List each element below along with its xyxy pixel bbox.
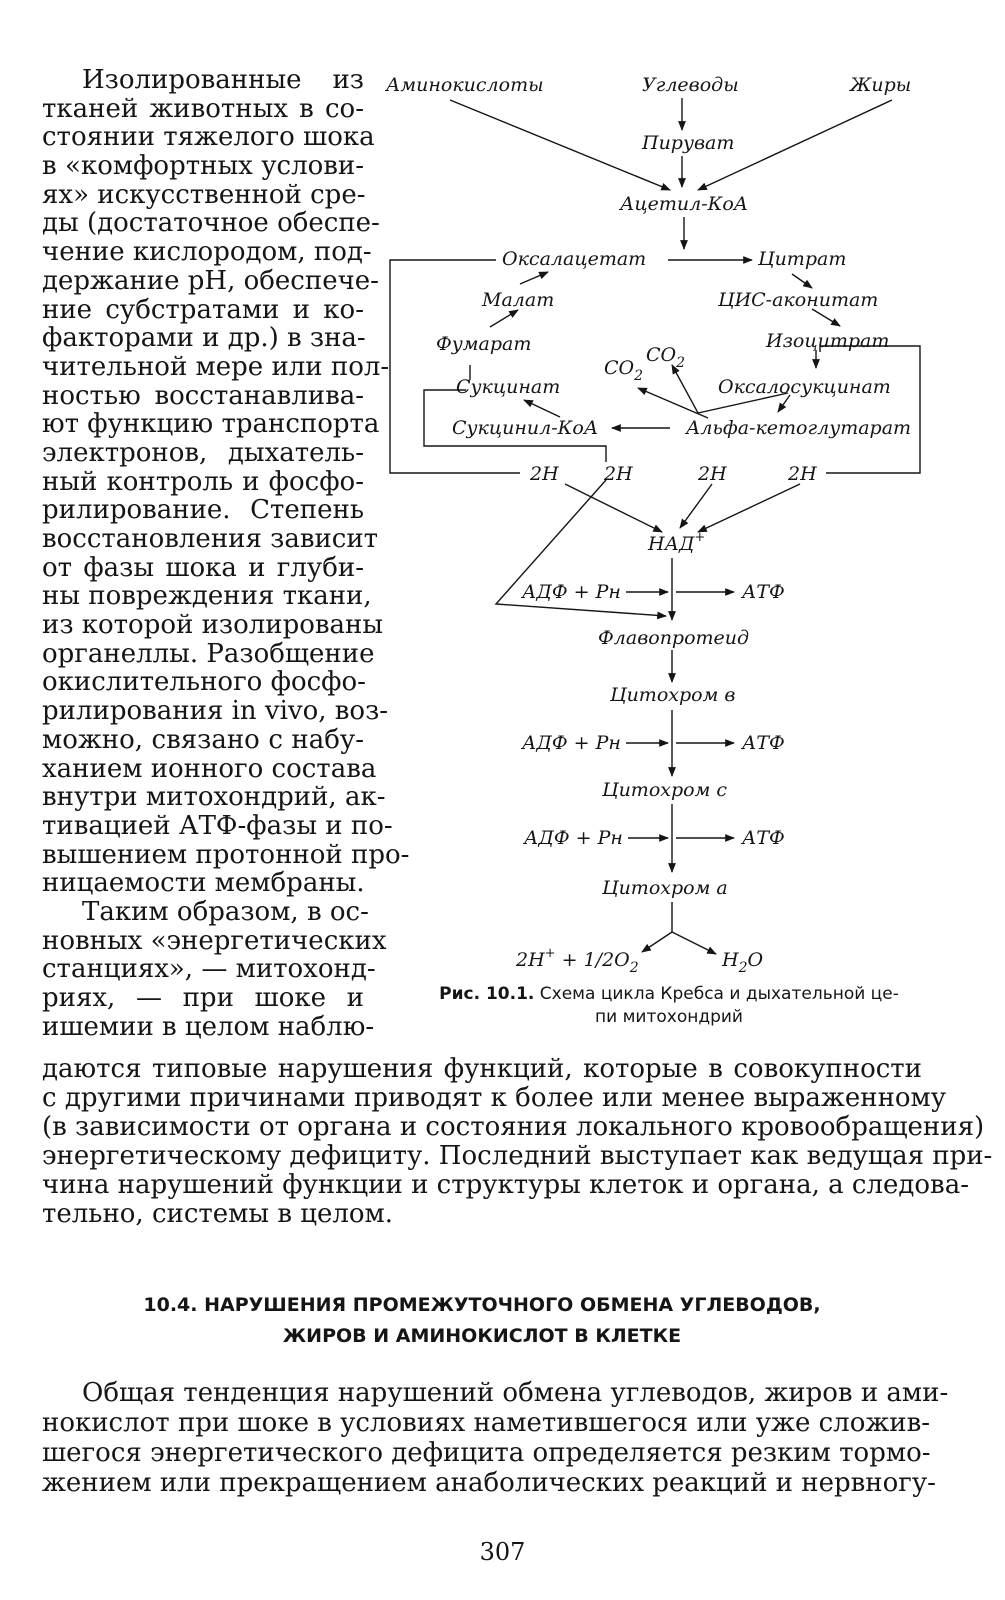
page-number: 307 — [479, 1538, 526, 1566]
caption-text: Схема цикла Кребса и дыхательной це- — [534, 984, 899, 1004]
text-line: жением или прекращением анаболических реакций и нервногу- — [42, 1468, 936, 1498]
hydrogen-label: 2H — [788, 463, 817, 485]
text-line: энергетическому дефициту. Последний выступает как ведущая при- — [42, 1141, 993, 1171]
section-heading — [42, 1290, 922, 1352]
text-line: тивацией АТФ-фазы и по- — [42, 810, 393, 841]
isocitrate-label: Изоцитрат — [766, 330, 890, 352]
text-line: ный контроль и фосфо- — [42, 466, 364, 497]
cis-aconitate-label: ЦИС-аконитат — [718, 289, 879, 311]
text-line: ностью восстанавлива- — [42, 380, 364, 411]
carbohydrates-label: Углеводы — [642, 74, 739, 96]
text-line: шегося энергетического дефицита определяется резким тормо- — [42, 1438, 931, 1468]
oxalosuccinate-label: Оксалосукцинат — [718, 376, 891, 398]
atp-label: АТФ — [742, 827, 785, 849]
caption-line: пи митохондрий — [595, 1007, 743, 1027]
text-line: Общая тенденция нарушений обмена углеводов, жиров и ами- — [82, 1378, 949, 1408]
aminoacids-label: Аминокислоты — [386, 74, 544, 96]
full-width-text — [42, 1054, 993, 1229]
text-line: Изолированные из — [82, 65, 364, 95]
text-line: ние субстратами и ко- — [42, 294, 364, 325]
adp-label: АДФ + Рн — [522, 732, 621, 754]
fats-label: Жиры — [850, 74, 912, 96]
alpha-ketoglutarate-label: Альфа-кетоглутарат — [686, 417, 912, 439]
text-line: факторами и др.) в зна- — [42, 323, 366, 354]
text-line: окислительного фосфо- — [42, 667, 366, 698]
fumarate-label: Фумарат — [436, 333, 532, 355]
citrate-label: Цитрат — [758, 248, 847, 270]
caption-line — [378, 983, 960, 1006]
text-line: ды (достаточное обеспе- — [42, 208, 380, 239]
hydrogen-label: 2H — [698, 463, 727, 485]
text-line: (в зависимости от органа и состояния локального кровообращения) — [42, 1112, 985, 1142]
text-line: рилирования in vivo, воз- — [42, 696, 389, 727]
text-line: ях» искусственной сре- — [42, 179, 366, 210]
text-line: электронов, дыхатель- — [42, 437, 364, 468]
text-line: можно, связано с набу- — [42, 724, 364, 755]
cytochrome-a-label: Цитохром а — [602, 877, 728, 899]
text-line: органеллы. Разобщение — [42, 638, 375, 669]
text-line: Таким образом, в ос- — [82, 896, 369, 927]
caption-label: Рис. 10.1. — [439, 984, 535, 1004]
text-line: риях, — при шоке и — [42, 983, 364, 1013]
krebs-cycle-diagram — [380, 60, 940, 980]
pyruvate-label: Пируват — [642, 132, 735, 154]
acetyl-coa-label: Ацетил-КоА — [620, 193, 749, 215]
text-line: вышением протонной про- — [42, 839, 410, 870]
adp-label: АДФ + Рн — [524, 827, 623, 849]
heading-line: ЖИРОВ И АМИНОКИСЛОТ В КЛЕТКЕ — [282, 1325, 682, 1347]
text-line: ницаемости мембраны. — [42, 868, 365, 899]
text-line: в «комфортных услови- — [42, 151, 364, 182]
text-line: чина нарушений функции и структуры клеток и органа, а следова- — [42, 1170, 969, 1200]
figure-caption — [378, 983, 960, 1029]
text-line: от фазы шока и глуби- — [42, 552, 364, 583]
text-line: ны повреждения ткани, — [42, 581, 372, 612]
text-line: держание pH, обеспече- — [42, 265, 379, 296]
text-line: из которой изолированы — [42, 610, 384, 641]
cytochrome-b-label: Цитохром в — [610, 684, 736, 706]
hydrogen-label: 2H — [530, 463, 559, 485]
text-line: чение кислородом, под- — [42, 237, 372, 268]
atp-label: АТФ — [742, 581, 785, 603]
text-line: чительной мере или пол- — [42, 351, 390, 382]
text-line: тканей животных в со- — [42, 93, 364, 124]
products-left-label: $2H^+ + 1/2O_2$ — [516, 946, 639, 976]
succinate-label: Сукцинат — [456, 376, 561, 398]
text-line: стоянии тяжелого шока — [42, 122, 375, 153]
text-line: ишемии в целом наблю- — [42, 1011, 375, 1042]
text-line: нокислот при шоке в условиях наметившегося или уже сложив- — [42, 1408, 931, 1438]
flavoprotein-label: Флавопротеид — [598, 627, 750, 649]
left-column-text — [42, 65, 410, 1042]
cytochrome-c-label: Цитохром с — [602, 779, 728, 801]
malate-label: Малат — [482, 289, 555, 311]
text-line: даются типовые нарушения функций, которые в совокупности — [42, 1054, 922, 1084]
succinyl-coa-label: Сукцинил-КоА — [452, 417, 599, 439]
text-line: станциях», — митохонд- — [42, 954, 376, 985]
section-paragraph — [42, 1378, 949, 1498]
text-line: внутри митохондрий, ак- — [42, 782, 386, 813]
atp-label: АТФ — [742, 732, 785, 754]
text-line: тельно, системы в целом. — [42, 1199, 394, 1229]
hydrogen-label: 2H — [604, 463, 633, 485]
text-line: восстановления зависит — [42, 524, 379, 554]
nad-label: НАД+ — [648, 530, 706, 555]
water-label: $H_2O$ — [722, 949, 764, 976]
heading-line: 10.4. НАРУШЕНИЯ ПРОМЕЖУТОЧНОГО ОБМЕНА УГЛЕВОДОВ, — [143, 1294, 821, 1316]
text-line: ханием ионного состава — [42, 753, 377, 784]
text-line: новных «энергетических — [42, 925, 387, 956]
text-line: ют функцию транспорта — [42, 409, 380, 440]
oxaloacetate-label: Оксалацетат — [502, 248, 647, 270]
text-line: рилирование. Степень — [42, 495, 364, 526]
co2-right-label: $CO_2$ — [646, 344, 686, 371]
adp-label: АДФ + Рн — [522, 581, 621, 603]
text-line: с другими причинами приводят к более или менее выраженному — [42, 1083, 947, 1113]
co2-left-label: $CO_2$ — [604, 357, 644, 384]
